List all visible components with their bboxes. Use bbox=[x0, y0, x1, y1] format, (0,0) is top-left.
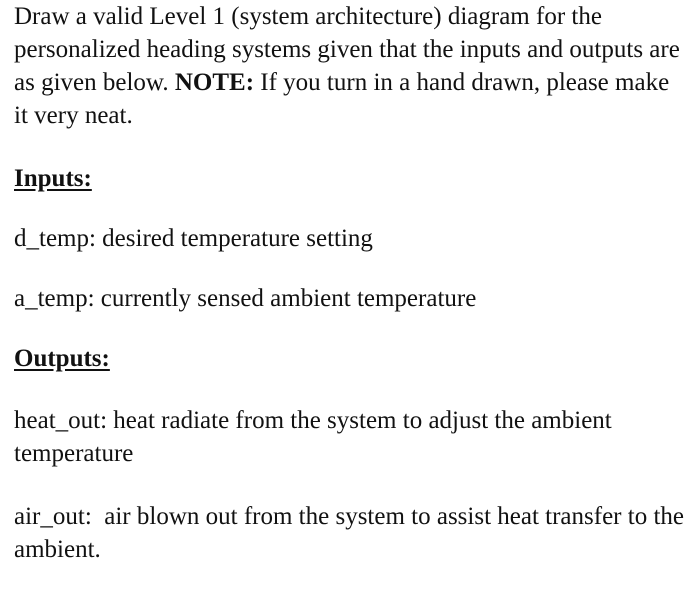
output-item-air-out: air_out: air blown out from the system to assist heat transfer to the ambient. bbox=[14, 503, 691, 563]
instructions-paragraph bbox=[14, 0, 686, 132]
outputs-heading: Outputs: bbox=[14, 345, 110, 372]
inputs-heading: Inputs: bbox=[14, 165, 92, 192]
note-text: If you turn in a hand drawn, please make it very neat. bbox=[14, 69, 670, 129]
input-item-a-temp: a_temp: currently sensed ambient temperature bbox=[14, 285, 477, 312]
input-item-d-temp: d_temp: desired temperature setting bbox=[14, 225, 373, 252]
output-item-heat-out: heat_out: heat radiate from the system to adjust the ambient temperature bbox=[14, 407, 612, 467]
instructions-text: Draw a valid Level 1 (system architecture) diagram for the personalized heading systems given that the inputs and outputs are as given below. bbox=[14, 3, 680, 96]
note-label: NOTE: bbox=[174, 69, 255, 96]
